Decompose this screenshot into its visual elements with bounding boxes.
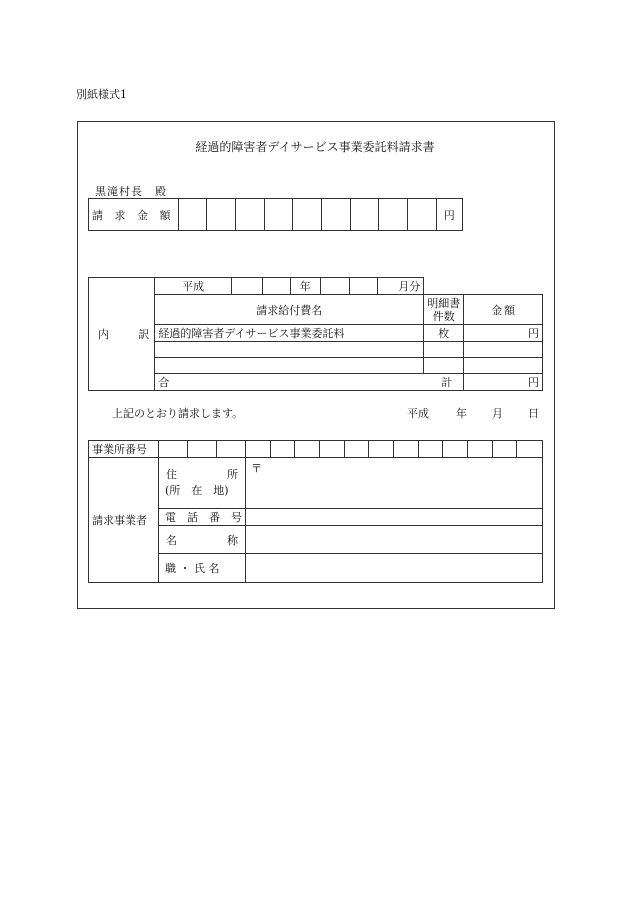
office-number-digit[interactable] bbox=[393, 441, 418, 458]
phone-field[interactable] bbox=[245, 509, 542, 526]
claim-amount-label: 請 求 金 額 bbox=[89, 199, 179, 231]
col-amount-header-left: 金 bbox=[491, 303, 503, 317]
name-label-a: 名 bbox=[165, 533, 177, 547]
date-era: 平成 bbox=[407, 407, 429, 420]
breakdown-table bbox=[88, 277, 543, 391]
blank-count-cell[interactable] bbox=[424, 358, 464, 374]
amount-digit-cell[interactable] bbox=[264, 199, 293, 231]
title-name-label: 職 ・ 氏 名 bbox=[158, 554, 245, 583]
month-portion-label: 月分 bbox=[378, 278, 424, 295]
col-count-header-line2: 件数 bbox=[432, 309, 455, 323]
amount-digit-cell[interactable] bbox=[235, 199, 264, 231]
blank-item-row[interactable] bbox=[155, 342, 424, 358]
office-number-digit[interactable] bbox=[319, 441, 344, 458]
era-year-input[interactable] bbox=[231, 278, 262, 295]
address-field[interactable] bbox=[245, 458, 542, 509]
amount-digit-cell[interactable] bbox=[321, 199, 350, 231]
breakdown-label-left: 内 bbox=[98, 328, 109, 341]
claim-amount-unit: 円 bbox=[436, 199, 462, 231]
date-year: 年 bbox=[456, 407, 467, 420]
form-title: 経過的障害者デイサービス事業委託料請求書 bbox=[195, 140, 435, 154]
amount-digit-cell[interactable] bbox=[207, 199, 236, 231]
col-item-header: 請求給付費名 bbox=[155, 295, 424, 325]
amount-digit-cell[interactable] bbox=[178, 199, 207, 231]
total-label-left: 合 bbox=[158, 376, 170, 389]
breakdown-row-label bbox=[89, 278, 155, 391]
address-label bbox=[158, 458, 245, 509]
col-amount-header-right: 額 bbox=[504, 303, 515, 317]
office-number-digit[interactable] bbox=[216, 441, 245, 458]
amount-digit-cell[interactable] bbox=[408, 199, 437, 231]
breakdown-label-right: 訳 bbox=[138, 328, 150, 341]
name-field[interactable] bbox=[245, 526, 542, 554]
month-input[interactable] bbox=[320, 278, 349, 295]
office-number-digit[interactable] bbox=[443, 441, 468, 458]
col-count-header-line1: 明細書 bbox=[427, 296, 461, 310]
count-unit: 枚 bbox=[424, 325, 464, 342]
office-number-digit[interactable] bbox=[270, 441, 295, 458]
date-day: 日 bbox=[528, 407, 539, 420]
office-number-digit[interactable] bbox=[245, 441, 270, 458]
office-number-digit[interactable] bbox=[344, 441, 369, 458]
office-number-digit[interactable] bbox=[492, 441, 517, 458]
month-input[interactable] bbox=[350, 278, 378, 295]
blank-space bbox=[424, 278, 543, 295]
blank-amount-cell[interactable] bbox=[464, 358, 543, 374]
blank-count-cell[interactable] bbox=[424, 342, 464, 358]
name-label-b: 称 bbox=[226, 533, 238, 547]
address-label-a: 住 bbox=[165, 468, 177, 481]
amount-digit-cell[interactable] bbox=[379, 199, 408, 231]
location-label: (所 在 地) bbox=[164, 484, 229, 497]
name-label bbox=[158, 526, 245, 554]
claimant-section-label: 請求事業者 bbox=[89, 458, 159, 583]
office-number-digit[interactable] bbox=[295, 441, 320, 458]
postal-mark: 〒 bbox=[250, 462, 262, 475]
claimant-table bbox=[88, 440, 543, 583]
item-name: 経過的障害者デイサービス事業委託料 bbox=[155, 325, 424, 342]
amount-digit-cell[interactable] bbox=[293, 199, 322, 231]
claim-amount-table bbox=[88, 198, 463, 231]
declaration: 上記のとおり請求します。 bbox=[112, 407, 244, 420]
col-amount-header bbox=[464, 295, 543, 325]
office-number-digit[interactable] bbox=[517, 441, 543, 458]
office-number-digit[interactable] bbox=[158, 441, 187, 458]
address-label-b: 所 bbox=[226, 468, 238, 481]
blank-amount-cell[interactable] bbox=[464, 342, 543, 358]
phone-label: 電 話 番 号 bbox=[158, 509, 245, 526]
office-number-digit[interactable] bbox=[187, 441, 216, 458]
addressee: 黒滝村長 殿 bbox=[95, 185, 167, 198]
total-label-right: 計 bbox=[441, 376, 453, 389]
year-label: 年 bbox=[290, 278, 320, 295]
col-count-header bbox=[424, 295, 464, 325]
blank-item-row[interactable] bbox=[155, 358, 424, 374]
form-label: 別紙様式1 bbox=[76, 88, 127, 101]
era-year-input[interactable] bbox=[263, 278, 290, 295]
date-month: 月 bbox=[492, 407, 503, 420]
total-row bbox=[155, 374, 464, 391]
office-number-digit[interactable] bbox=[418, 441, 443, 458]
amount-digit-cell[interactable] bbox=[350, 199, 379, 231]
item-yen: 円 bbox=[464, 325, 543, 342]
office-number-digit[interactable] bbox=[369, 441, 394, 458]
office-number-label: 事業所番号 bbox=[89, 441, 159, 458]
office-number-digit[interactable] bbox=[468, 441, 493, 458]
total-yen: 円 bbox=[464, 374, 543, 391]
era-label: 平成 bbox=[155, 278, 232, 295]
title-name-field[interactable] bbox=[245, 554, 542, 583]
